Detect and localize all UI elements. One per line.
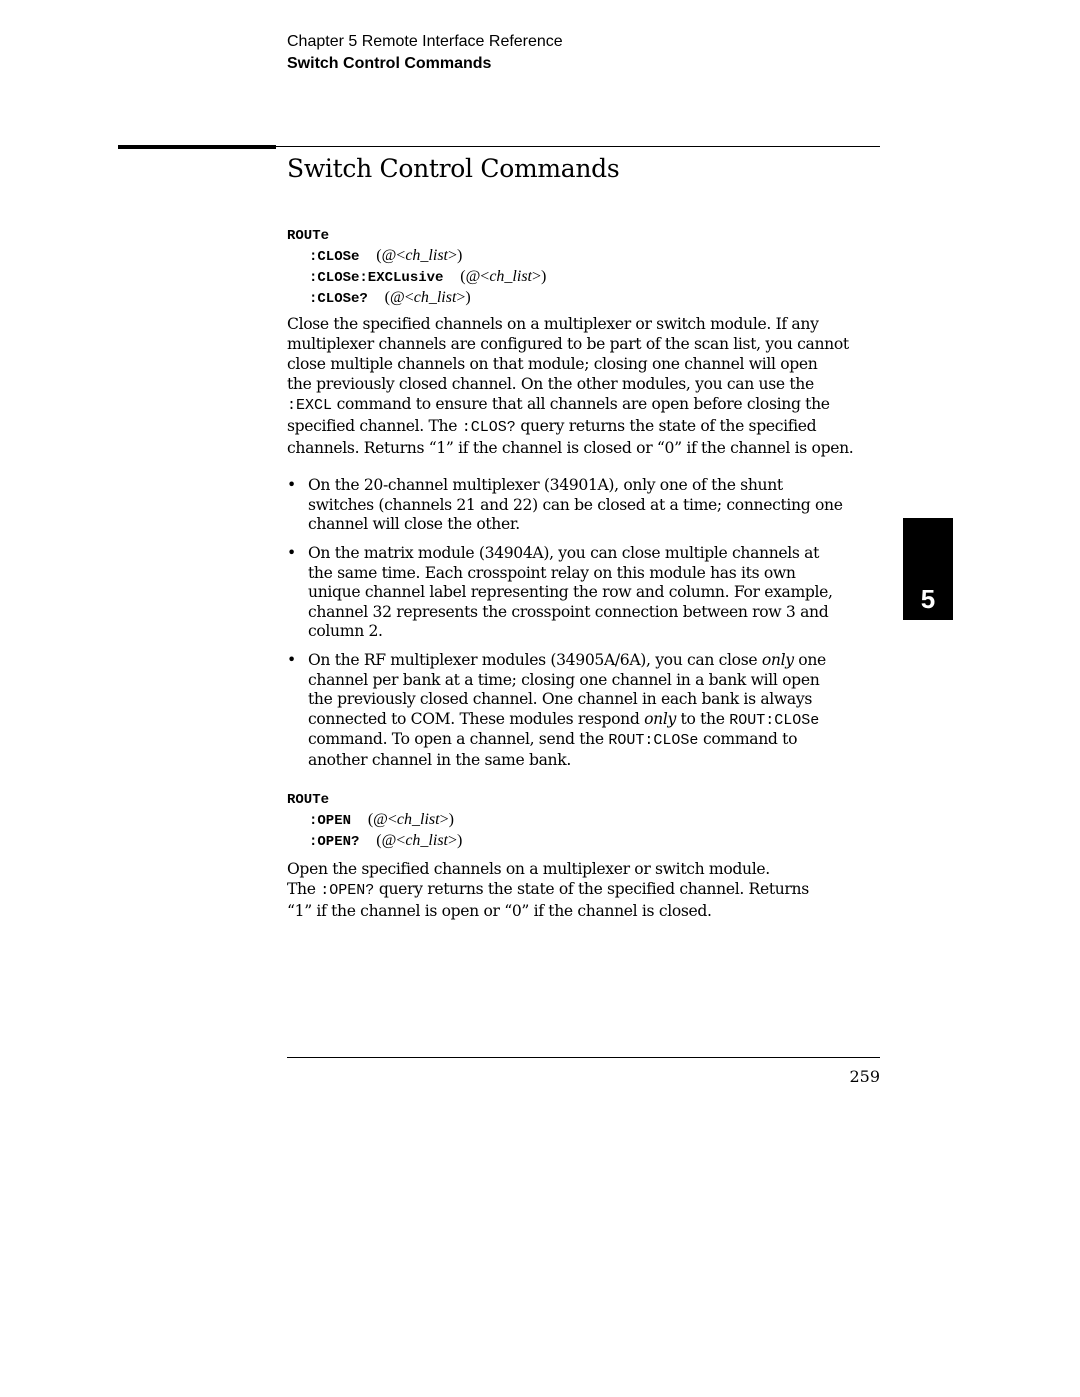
text-line: On the RF multiplexer modules (34905A/6A), you can close only one <box>308 651 826 669</box>
chapter-tab-label: 5 <box>920 584 936 614</box>
text-line: :EXCL command to ensure that all channels are open before closing the <box>287 395 830 414</box>
footer-rule <box>287 1057 880 1058</box>
command-argument: (@<ch_list>) <box>367 811 454 828</box>
command-keyword: :CLOSe <box>309 249 360 265</box>
text-line: On the 20-channel multiplexer (34901A), only one of the shunt <box>308 476 783 494</box>
text-line: column 2. <box>308 622 383 640</box>
command-syntax-open <box>287 791 462 852</box>
command-argument: (@<ch_list>) <box>384 289 471 306</box>
text-line: channel will close the other. <box>308 515 520 533</box>
bullet-icon: • <box>287 544 296 562</box>
page-number: 259 <box>849 1067 880 1086</box>
text-line: multiplexer channels are configured to be part of the scan list, you cannot <box>287 335 849 353</box>
text-line: unique channel label representing the row and column. For example, <box>308 583 833 601</box>
text-line: Open the specified channels on a multiplexer or switch module. <box>287 860 770 878</box>
command-line-close-exclusive <box>287 267 546 288</box>
header-rule-thin <box>276 146 880 147</box>
command-keyword: :OPEN? <box>309 834 360 850</box>
text-line: channel per bank at a time; closing one channel in a bank will open <box>308 670 820 689</box>
command-line-close-query <box>287 288 546 309</box>
command-keyword: :CLOSe? <box>309 291 368 307</box>
command-argument: (@<ch_list>) <box>376 247 463 264</box>
command-line-open <box>287 810 462 831</box>
command-line-open-query <box>287 831 462 852</box>
inline-code: ROUT:CLOSe <box>729 711 820 729</box>
text-line: connected to COM. These modules respond only to the ROUT:CLOSe <box>308 709 820 729</box>
inline-code: :OPEN? <box>320 882 375 899</box>
text-line: channels. Returns “1” if the channel is closed or “0” if the channel is open. <box>287 439 854 457</box>
inline-code: ROUT:CLOSe <box>608 732 699 749</box>
command-syntax-close <box>287 227 546 309</box>
inline-code: :CLOS? <box>461 419 516 436</box>
text-line: On the matrix module (34904A), you can close multiple channels at <box>308 544 820 562</box>
command-argument: (@<ch_list>) <box>376 832 463 849</box>
text-line: “1” if the channel is open or “0” if the channel is closed. <box>287 902 712 920</box>
command-keyword: :OPEN <box>309 813 352 829</box>
text-line: command. To open a channel, send the ROUT:CLOSe command to <box>308 730 798 749</box>
text-line: The :OPEN? query returns the state of the specified channel. Returns <box>287 880 809 899</box>
text-line: switches (channels 21 and 22) can be closed at a time; connecting one <box>308 495 843 514</box>
command-root: ROUTe <box>287 792 330 808</box>
bullet-icon: • <box>287 476 296 494</box>
text-line: channel 32 represents the crosspoint connection between row 3 and <box>308 602 829 621</box>
header-rule-thick <box>118 145 276 149</box>
close-description <box>287 314 877 458</box>
running-header-section: Switch Control Commands <box>287 55 492 72</box>
command-root: ROUTe <box>287 228 330 244</box>
text-line: the previously closed channel. One channel in each bank is always <box>308 690 812 708</box>
text-line: Close the specified channels on a multiplexer or switch module. If any <box>287 315 819 333</box>
text-line: the same time. Each crosspoint relay on this module has its own <box>308 563 796 582</box>
open-description <box>287 859 877 921</box>
running-header-chapter: Chapter 5 Remote Interface Reference <box>287 33 563 50</box>
text-line: close multiple channels on that module; closing one channel will open <box>287 355 818 373</box>
command-line-close <box>287 246 546 267</box>
command-keyword: :CLOSe:EXCLusive <box>309 270 444 286</box>
page-title: Switch Control Commands <box>287 154 620 183</box>
text-line: specified channel. The :CLOS? query returns the state of the specified <box>287 417 817 436</box>
text-line: another channel in the same bank. <box>308 750 571 769</box>
bullet-icon: • <box>287 651 296 669</box>
text-line: the previously closed channel. On the other modules, you can use the <box>287 375 814 393</box>
command-argument: (@<ch_list>) <box>460 268 547 285</box>
inline-code: :EXCL <box>287 397 333 414</box>
chapter-tab <box>903 518 953 620</box>
